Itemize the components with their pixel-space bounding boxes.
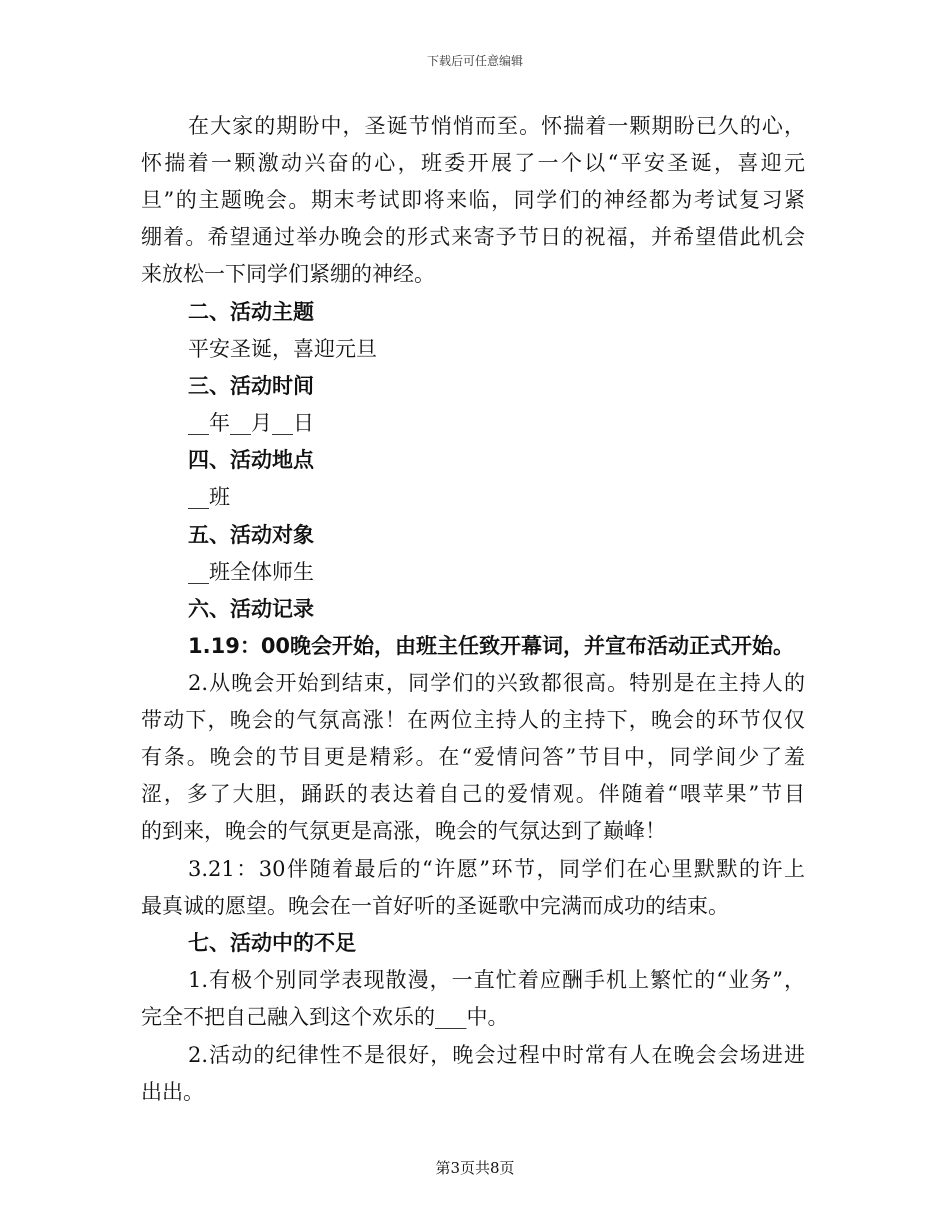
section-text-theme: 平安圣诞，喜迎元旦	[188, 337, 377, 361]
page-footer: 第3页共8页	[435, 1159, 515, 1177]
record-item-2-line: 涩，多了大胆，踊跃的表达着自己的爱情观。伴随着“喂苹果”节目	[141, 782, 805, 806]
section-heading-time: 三、活动时间	[188, 374, 314, 398]
intro-line: 旦”的主题晚会。期末考试即将来临，同学们的神经都为考试复习紧	[141, 188, 805, 212]
intro-line: 来放松一下同学们紧绷的神经。	[141, 262, 435, 286]
shortcoming-item-1-line: 完全不把自己融入到这个欢乐的___中。	[141, 1005, 509, 1029]
record-item-2-line: 带动下，晚会的气氛高涨！在两位主持人的主持下，晚会的环节仅仅	[141, 708, 805, 732]
record-item-2-line: 有条。晚会的节目更是精彩。在“爱情问答”节目中，同学间少了羞	[141, 745, 805, 769]
intro-line: 在大家的期盼中，圣诞节悄悄而至。怀揣着一颗期盼已久的心，	[188, 114, 805, 138]
section-heading-shortcomings: 七、活动中的不足	[188, 931, 356, 955]
section-heading-theme: 二、活动主题	[188, 300, 314, 324]
shortcoming-item-2-line: 出出。	[141, 1080, 204, 1104]
section-heading-location: 四、活动地点	[188, 448, 314, 472]
page-header: 下载后可任意编辑	[426, 54, 523, 68]
record-item-2-line: 2.从晚会开始到结束，同学们的兴致都很高。特别是在主持人的	[188, 671, 805, 695]
section-text-audience: __班全体师生	[188, 560, 314, 584]
intro-line: 绷着。希望通过举办晚会的形式来寄予节日的祝福，并希望借此机会	[141, 225, 805, 249]
shortcoming-item-2-line: 2.活动的纪律性不是很好，晚会过程中时常有人在晚会会场进进	[188, 1043, 805, 1067]
shortcoming-item-1-line: 1.有极个别同学表现散漫，一直忙着应酬手机上繁忙的“业务”，	[188, 968, 805, 992]
record-item-2-line: 的到来，晚会的气氛更是高涨，晚会的气氛达到了巅峰！	[141, 819, 666, 843]
record-item-1: 1.19：00晚会开始，由班主任致开幕词，并宣布活动正式开始。	[188, 634, 795, 658]
intro-line: 怀揣着一颗激动兴奋的心，班委开展了一个以“平安圣诞，喜迎元	[141, 151, 805, 175]
record-item-3-line: 最真诚的愿望。晚会在一首好听的圣诞歌中完满而成功的结束。	[141, 894, 729, 918]
section-heading-record: 六、活动记录	[188, 597, 314, 621]
record-item-3-line: 3.21：30伴随着最后的“许愿”环节，同学们在心里默默的许上	[188, 857, 805, 881]
section-text-time: __年__月__日	[188, 411, 314, 435]
section-text-location: __班	[188, 485, 230, 509]
section-heading-audience: 五、活动对象	[188, 523, 314, 547]
